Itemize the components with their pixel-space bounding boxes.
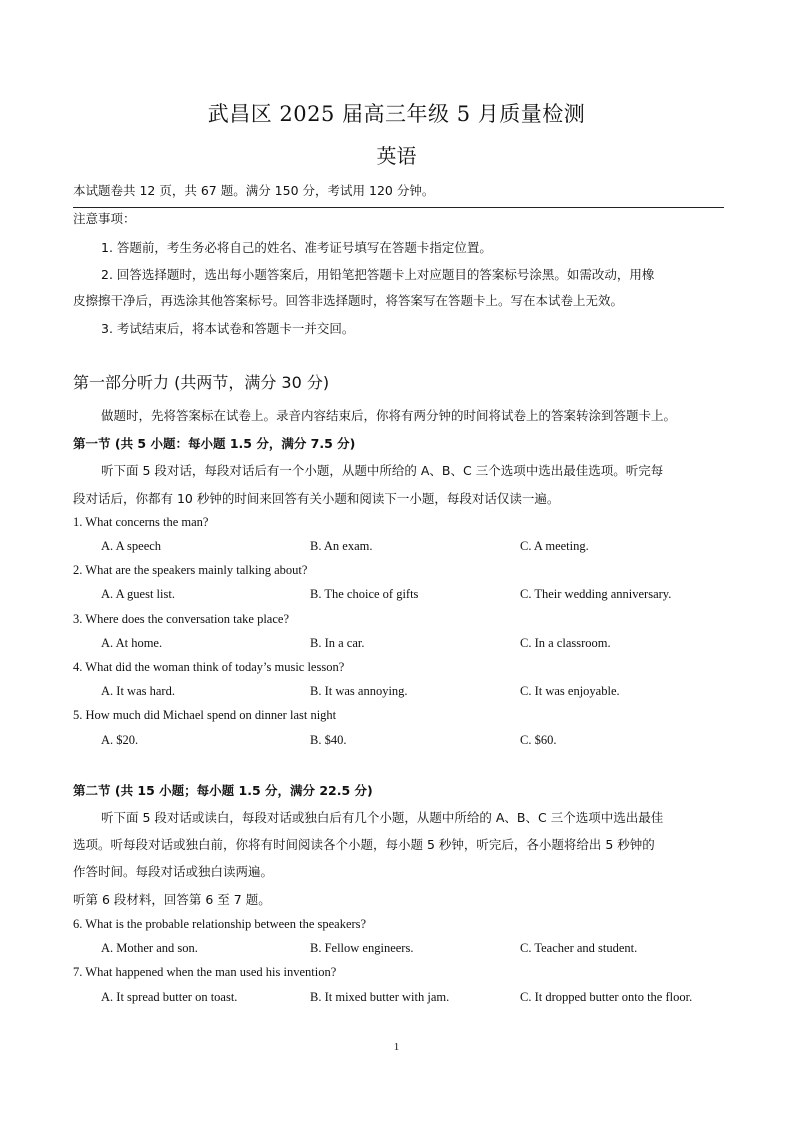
- note-item-2-cont: 皮擦擦干净后，再选涂其他答案标号。回答非选择题时，将答案写在答题卡上。写在本试卷上无效。: [73, 293, 624, 308]
- notes-heading: 注意事项：: [73, 211, 136, 226]
- option-2a: A. A guest list.: [101, 587, 175, 601]
- option-2c: C. Their wedding anniversary.: [520, 587, 672, 601]
- part1-title: 第一部分听力 (共两节，满分 30 分): [73, 373, 330, 392]
- question-3: 3. Where does the conversation take place?: [73, 612, 289, 626]
- option-5c: C. $60.: [520, 733, 557, 747]
- note-item-3: 3. 考试结束后，将本试卷和答题卡一并交回。: [101, 321, 355, 336]
- option-4b: B. It was annoying.: [310, 684, 408, 698]
- note-item-2: 2. 回答选择题时，选出每小题答案后，用铅笔把答题卡上对应题目的答案标号涂黑。如需改动，用橡: [101, 267, 655, 282]
- question-5: 5. How much did Michael spend on dinner last night: [73, 708, 337, 722]
- question-2: 2. What are the speakers mainly talking about?: [73, 563, 308, 577]
- exam-title: 武昌区 2025 届高三年级 5 月质量检测: [207, 102, 586, 126]
- option-3b: B. In a car.: [310, 636, 365, 650]
- section2-instruction-1: 听下面 5 段对话或读白，每段对话或独白后有几个小题，从题中所给的 A、B、C 三个选项中选出最佳: [101, 810, 664, 825]
- divider-line: [73, 207, 724, 208]
- section1-instruction-1: 听下面 5 段对话，每段对话后有一个小题，从题中所给的 A、B、C 三个选项中选出最佳选项。听完每: [101, 463, 664, 478]
- option-6c: C. Teacher and student.: [520, 941, 638, 955]
- option-7a: A. It spread butter on toast.: [101, 990, 238, 1004]
- subject-heading: 英语: [376, 144, 417, 168]
- option-1b: B. An exam.: [310, 539, 373, 553]
- section2-instruction-3: 作答时间。每段对话或独白读两遍。: [73, 864, 274, 879]
- question-4: 4. What did the woman think of today’s music lesson?: [73, 660, 345, 674]
- exam-info: 本试题卷共 12 页，共 67 题。满分 150 分，考试用 120 分钟。: [73, 183, 435, 198]
- page-number: 1: [393, 1041, 400, 1053]
- option-7c: C. It dropped butter onto the floor.: [520, 990, 693, 1004]
- question-1: 1. What concerns the man?: [73, 515, 209, 529]
- option-3c: C. In a classroom.: [520, 636, 611, 650]
- option-1c: C. A meeting.: [520, 539, 589, 553]
- material-6-note: 听第 6 段材料，回答第 6 至 7 题。: [73, 892, 271, 907]
- option-4c: C. It was enjoyable.: [520, 684, 620, 698]
- option-5a: A. $20.: [101, 733, 139, 747]
- option-6b: B. Fellow engineers.: [310, 941, 414, 955]
- option-5b: B. $40.: [310, 733, 347, 747]
- part1-intro: 做题时，先将答案标在试卷上。录音内容结束后，你将有两分钟的时间将试卷上的答案转涂到答题卡上。: [101, 408, 677, 423]
- question-7: 7. What happened when the man used his invention?: [73, 965, 337, 979]
- section1-title: 第一节 (共 5 小题：每小题 1.5 分，满分 7.5 分): [73, 436, 356, 451]
- option-3a: A. At home.: [101, 636, 163, 650]
- question-6: 6. What is the probable relationship between the speakers?: [73, 917, 367, 931]
- section2-instruction-2: 选项。听每段对话或独白前，你将有时间阅读各个小题，每小题 5 秒钟，听完后，各小题将给出 5 秒钟的: [73, 837, 655, 852]
- note-item-1: 1. 答题前，考生务必将自己的姓名、准考证号填写在答题卡指定位置。: [101, 240, 492, 255]
- option-1a: A. A speech: [101, 539, 162, 553]
- option-6a: A. Mother and son.: [101, 941, 198, 955]
- section2-title: 第二节 (共 15 小题；每小题 1.5 分，满分 22.5 分): [73, 783, 373, 798]
- option-4a: A. It was hard.: [101, 684, 175, 698]
- option-7b: B. It mixed butter with jam.: [310, 990, 450, 1004]
- option-2b: B. The choice of gifts: [310, 587, 419, 601]
- section1-instruction-2: 段对话后，你都有 10 秒钟的时间来回答有关小题和阅读下一小题，每段对话仅读一遍。: [73, 491, 560, 506]
